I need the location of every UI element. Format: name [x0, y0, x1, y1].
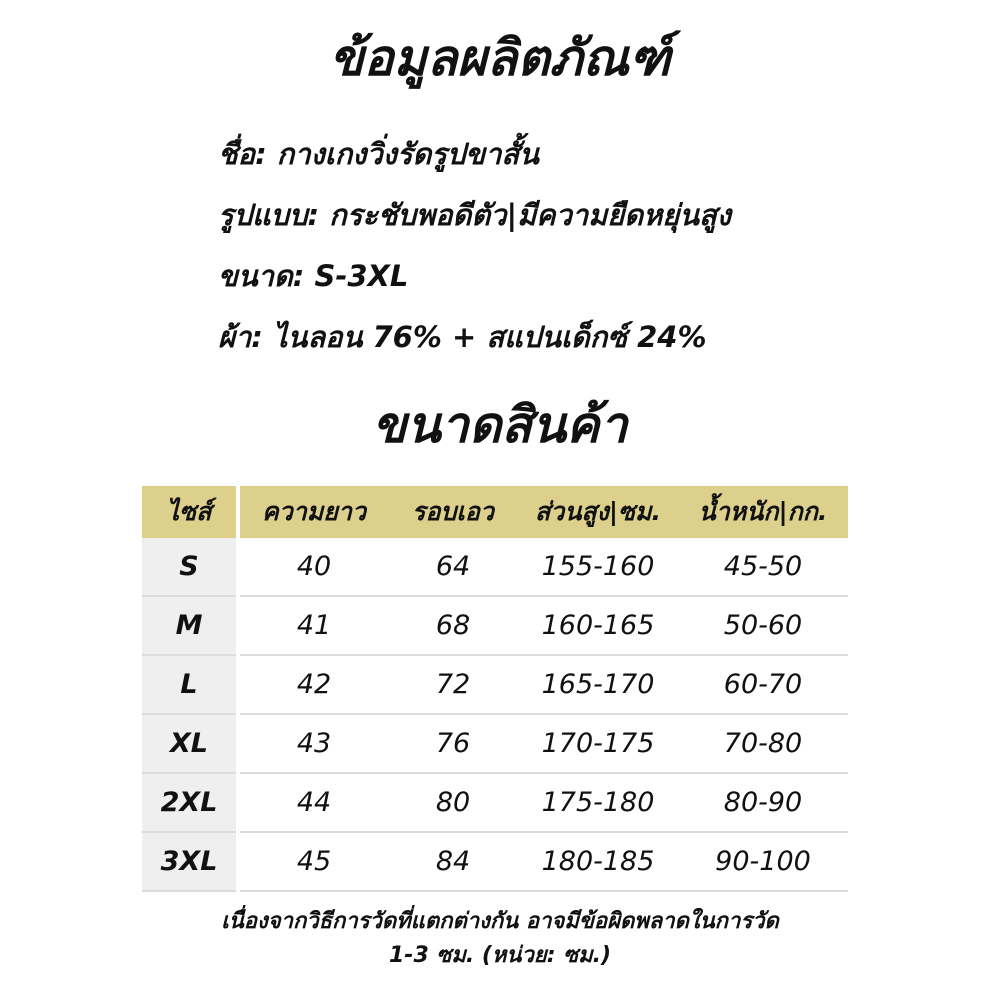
cell-weight: 50-60 — [678, 596, 848, 655]
cell-length: 40 — [238, 538, 388, 596]
cell-waist: 84 — [388, 832, 518, 891]
size-chart-table — [142, 486, 848, 892]
column-header-height: ส่วนสูง|ซม. — [518, 486, 678, 538]
table-row — [142, 538, 848, 596]
cell-weight: 70-80 — [678, 714, 848, 773]
product-info-title: ข้อมูลผลิตภัณฑ์ — [329, 29, 671, 87]
column-header-waist: รอบเอว — [388, 486, 518, 538]
cell-waist: 80 — [388, 773, 518, 832]
note-line-1: เนื่องจากวิธีการวัดที่แตกต่างกัน อาจมีข้อผิดพลาดในการวัด — [221, 909, 779, 934]
cell-waist: 72 — [388, 655, 518, 714]
cell-waist: 68 — [388, 596, 518, 655]
cell-length: 45 — [238, 832, 388, 891]
cell-height: 170-175 — [518, 714, 678, 773]
cell-weight: 80-90 — [678, 773, 848, 832]
column-header-size: ไซส์ — [142, 486, 238, 538]
size-chart-title: ขนาดสินค้า — [372, 396, 628, 454]
table-row — [142, 832, 848, 891]
cell-size: L — [142, 655, 238, 714]
cell-height: 180-185 — [518, 832, 678, 891]
column-header-length: ความยาว — [238, 486, 388, 538]
cell-length: 42 — [238, 655, 388, 714]
cell-size: XL — [142, 714, 238, 773]
table-row — [142, 655, 848, 714]
product-info-list — [218, 124, 978, 368]
cell-length: 44 — [238, 773, 388, 832]
measurement-note — [0, 905, 1000, 973]
table-row — [142, 714, 848, 773]
cell-size: M — [142, 596, 238, 655]
cell-waist: 76 — [388, 714, 518, 773]
cell-size: S — [142, 538, 238, 596]
cell-weight: 45-50 — [678, 538, 848, 596]
cell-weight: 60-70 — [678, 655, 848, 714]
product-sizes: ขนาด: S-3XL — [218, 259, 409, 293]
cell-height: 175-180 — [518, 773, 678, 832]
cell-length: 41 — [238, 596, 388, 655]
product-style: รูปแบบ: กระชับพอดีตัว|มีความยืดหยุ่นสูง — [218, 198, 731, 232]
cell-weight: 90-100 — [678, 832, 848, 891]
table-row — [142, 773, 848, 832]
cell-height: 160-165 — [518, 596, 678, 655]
size-chart-header-row — [142, 486, 848, 538]
product-fabric: ผ้า: ไนลอน 76% + สแปนเด็กซ์ 24% — [218, 320, 707, 354]
column-header-weight: น้ำหนัก|กก. — [678, 486, 848, 538]
cell-length: 43 — [238, 714, 388, 773]
note-line-2: 1-3 ซม. (หน่วย: ซม.) — [389, 943, 611, 968]
table-row — [142, 596, 848, 655]
product-name: ชื่อ: กางเกงวิ่งรัดรูปขาสั้น — [218, 137, 539, 171]
cell-waist: 64 — [388, 538, 518, 596]
cell-size: 3XL — [142, 832, 238, 891]
cell-size: 2XL — [142, 773, 238, 832]
cell-height: 155-160 — [518, 538, 678, 596]
cell-height: 165-170 — [518, 655, 678, 714]
